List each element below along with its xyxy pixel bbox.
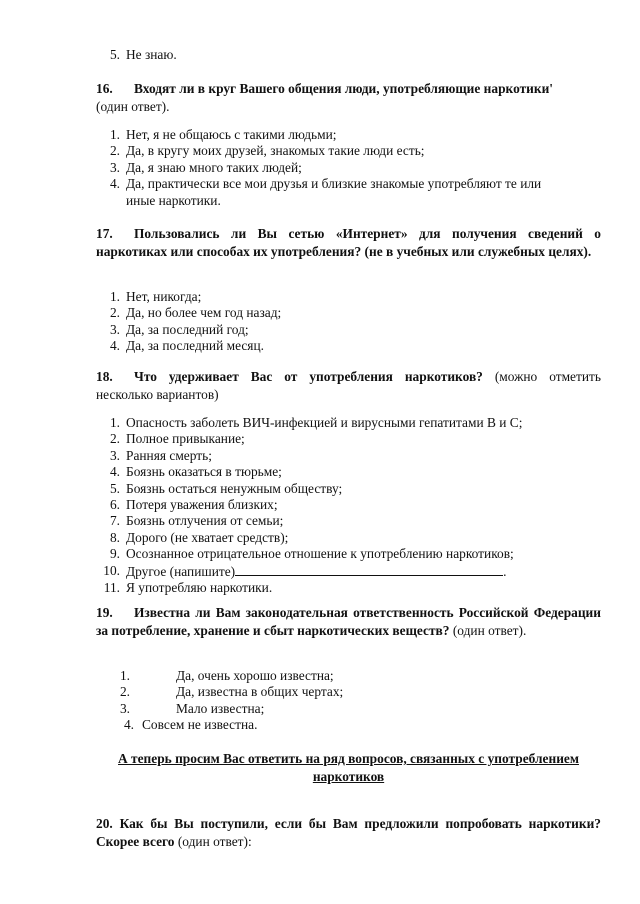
- question-18-note: (можно отметить несколько вариантов): [96, 369, 601, 402]
- list-item: 1. Опасность заболеть ВИЧ-инфекцией и вирусными гепатитами В и С;: [109, 415, 523, 430]
- list-item: 3. Ранняя смерть;: [109, 447, 212, 463]
- question-16-note: (один ответ).: [96, 98, 170, 114]
- list-item: 4. Боязнь оказаться в тюрьме;: [109, 464, 282, 480]
- section-heading: А теперь просим Вас ответить на ряд вопросов, связанных с употреблением наркотиков: [118, 751, 579, 784]
- question-17-title: Пользовались ли Вы сетью «Интернет» для получения сведений о наркотиках или способах их употребления? (не в учебных или служебных целях).: [96, 226, 601, 259]
- list-item: 3. Мало известна;: [119, 700, 265, 716]
- list-item: 9. Осознанное отрицательное отношение к употреблению наркотиков;: [109, 546, 514, 562]
- question-20-number: 20.: [96, 816, 113, 831]
- question-20-note: (один ответ):: [177, 833, 252, 849]
- previous-question-last-option: [96, 47, 601, 63]
- question-18: 18. Что удерживает Вас от употребления наркотиков? (можно отметить несколько вариантов): [96, 369, 601, 402]
- list-item: 5. Не знаю.: [109, 47, 177, 62]
- write-in-line[interactable]: [235, 563, 503, 576]
- question-19-title: Известна ли Вам законодательная ответственность Российской Федерации за потребление, хранение и сбыт наркотических веществ?: [96, 605, 601, 638]
- question-20: [96, 815, 601, 850]
- list-item: 4. Да, за последний месяц.: [109, 338, 264, 354]
- question-19-note: (один ответ).: [452, 622, 527, 638]
- question-16-options: [96, 127, 601, 209]
- list-item: 2. Да, но более чем год назад;: [109, 305, 282, 321]
- list-item: 1. Нет, никогда;: [109, 289, 202, 304]
- list-item: 1. Нет, я не общаюсь с такими людьми;: [109, 127, 337, 142]
- question-17: 17. Пользовались ли Вы сетью «Интернет» для получения сведений о наркотиках или способах их употребления? (не в учебных или служебных целях).: [96, 226, 601, 259]
- question-19: 19. Известна ли Вам законодательная ответственность Российской Федерации за потребление, хранение и сбыт наркотических веществ? (один ответ).: [96, 605, 601, 638]
- list-item: 1. Да, очень хорошо известна;: [119, 668, 334, 683]
- list-item: 5. Боязнь остаться ненужным обществу;: [109, 480, 343, 496]
- list-item: 3. Да, я знаю много таких людей;: [109, 159, 302, 175]
- list-item: 11. Я употребляю наркотики.: [103, 580, 273, 596]
- question-19-options: [96, 668, 601, 734]
- list-item: 2. Да, известна в общих чертах;: [119, 684, 344, 700]
- list-item: 4. Да, практически все мои друзья и близкие знакомые употребляют те или иные наркотики.: [109, 176, 542, 208]
- list-item: 2. Полное привыкание;: [109, 431, 245, 447]
- question-20-title: Как бы Вы поступили, если бы Вам предложили попробовать наркотики? Скорее всего: [96, 816, 601, 849]
- list-item: 8. Дорого (не хватает средств);: [109, 529, 289, 545]
- list-item: 2. Да, в кругу моих друзей, знакомых такие люди есть;: [109, 143, 425, 159]
- list-item: 4. Совсем не известна.: [123, 717, 258, 733]
- question-18-options: [96, 415, 601, 596]
- list-item: 10. Другое (напишите) .: [103, 562, 507, 579]
- list-item: 7. Боязнь отлучения от семьи;: [109, 513, 284, 529]
- list-item: 3. Да, за последний год;: [109, 321, 249, 337]
- question-16: 16. Входят ли в круг Вашего общения люди, употребляющие наркотики' (один ответ).: [96, 81, 554, 114]
- question-16-title: Входят ли в круг Вашего общения люди, употребляющие наркотики': [134, 81, 554, 96]
- question-18-title: Что удерживает Вас от употребления наркотиков?: [134, 369, 483, 384]
- question-17-options: [96, 289, 601, 355]
- list-item: 6. Потеря уважения близких;: [109, 497, 278, 513]
